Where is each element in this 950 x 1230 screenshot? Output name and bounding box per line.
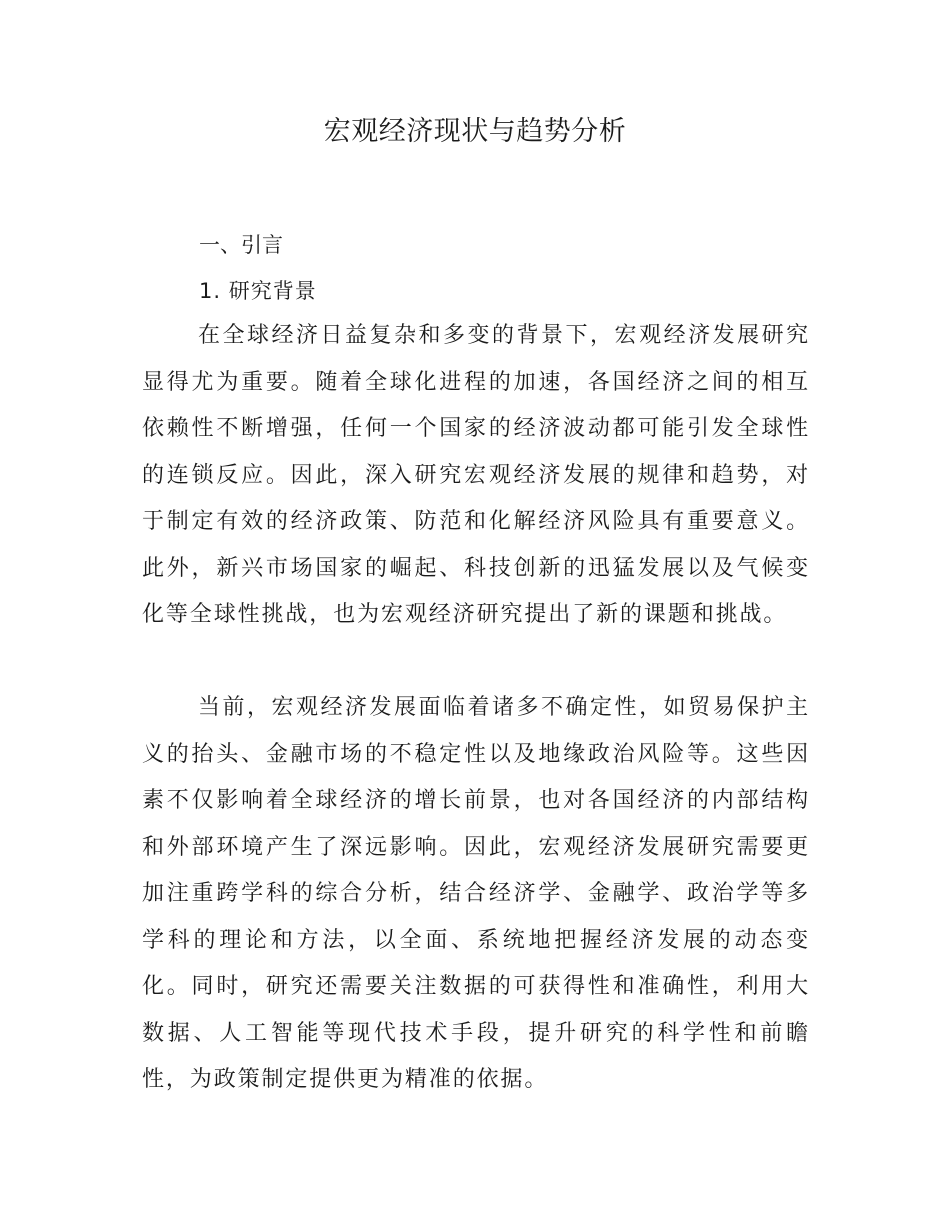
section-heading: 一、引言 bbox=[199, 233, 283, 257]
subsection-heading: 1. 研究背景 bbox=[199, 279, 317, 303]
document-title: 宏观经济现状与趋势分析 bbox=[323, 116, 627, 147]
body-paragraph-1: 在全球经济日益复杂和多变的背景下，宏观经济发展研究显得尤为重要。随着全球化进程的加速，各国经济之间的相互依赖性不断增强，任何一个国家的经济波动都可能引发全球性的连锁反应。因此，深入研究宏观经济发展的规律和趋势，对于制定有效的经济政策、防范和化解经济风险具有重要意义。此外，新兴市场国家的崛起、科技创新的迅猛发展以及气候变化等全球性挑战，也为宏观经济研究提出了新的课题和挑战。 bbox=[142, 323, 810, 627]
body-paragraph-2: 当前，宏观经济发展面临着诸多不确定性，如贸易保护主义的抬头、金融市场的不稳定性以及地缘政治风险等。这些因素不仅影响着全球经济的增长前景，也对各国经济的内部结构和外部环境产生了深远影响。因此，宏观经济发展研究需要更加注重跨学科的综合分析，结合经济学、金融学、政治学等多学科的理论和方法，以全面、系统地把握经济发展的动态变化。同时，研究还需要关注数据的可获得性和准确性，利用大数据、人工智能等现代技术手段，提升研究的科学性和前瞻性，为政策制定提供更为精准的依据。 bbox=[142, 695, 810, 1092]
